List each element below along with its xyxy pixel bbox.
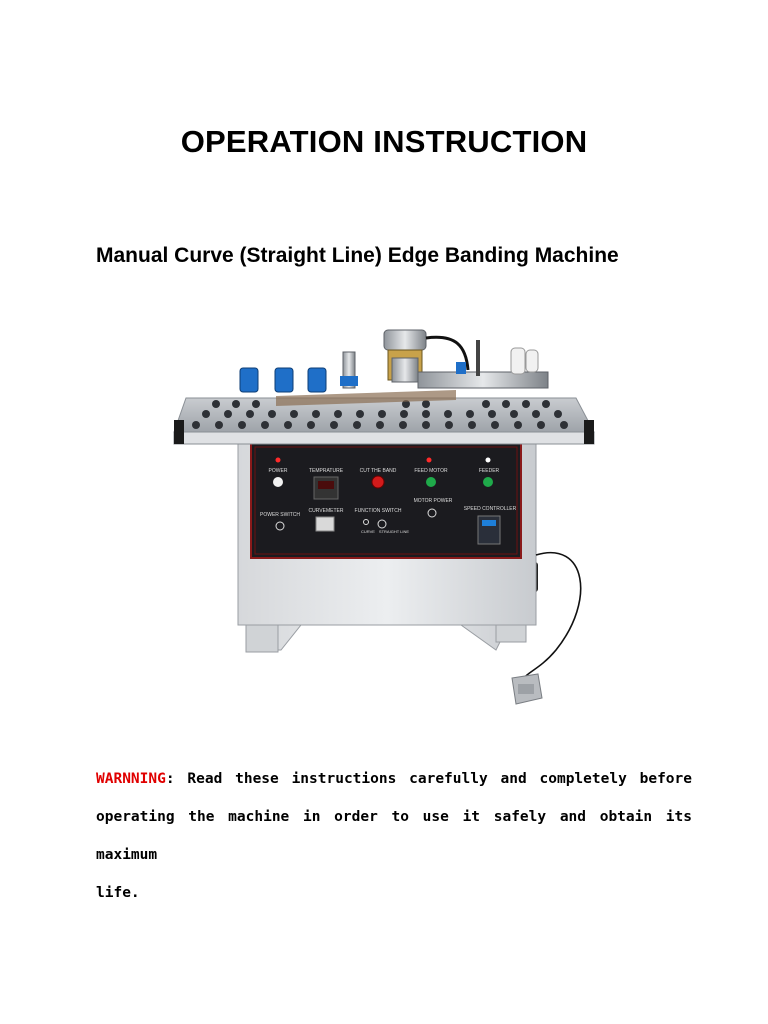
panel-label-power-switch: POWER SWITCH bbox=[260, 512, 300, 518]
panel-label-feeder: FEEDER bbox=[478, 468, 500, 474]
machine-photo bbox=[156, 300, 616, 720]
panel-label-curve: CURVE bbox=[361, 529, 375, 534]
panel-label-curvemeter: CURVEMETER bbox=[308, 508, 344, 514]
warning-paragraph bbox=[96, 760, 692, 912]
warning-line-3: life. bbox=[96, 885, 140, 901]
panel-label-feed-motor: FEED MOTOR bbox=[414, 468, 448, 474]
document-subtitle: Manual Curve (Straight Line) Edge Banding Machine bbox=[96, 244, 619, 267]
work-table bbox=[174, 390, 594, 444]
warning-line-1 bbox=[96, 760, 692, 798]
power-lamp-icon bbox=[273, 477, 283, 487]
warning-label: WARNNING bbox=[96, 771, 166, 787]
panel-label-temperature: TEMPRATURE bbox=[308, 468, 344, 474]
warning-line-2: operating the machine in order to use it safely and obtain its maximum bbox=[96, 809, 692, 863]
panel-label-cut-band: CUT THE BAND bbox=[359, 468, 397, 474]
panel-label-power: POWER bbox=[268, 468, 288, 474]
panel-label-function-switch: FUNCTION SWITCH bbox=[354, 508, 402, 514]
feed-motor-lamp-icon bbox=[426, 477, 436, 487]
foot-pedal-icon bbox=[512, 674, 542, 704]
glue-pot bbox=[384, 330, 548, 388]
feeder-lamp-icon bbox=[483, 477, 493, 487]
control-panel bbox=[251, 443, 521, 558]
panel-label-motor-power: MOTOR POWER bbox=[413, 498, 453, 504]
warning-text-1: : Read these instructions carefully and completely before bbox=[165, 771, 692, 787]
cut-band-button-icon bbox=[372, 476, 384, 488]
panel-label-speed-controller: SPEED CONTROLLER bbox=[463, 506, 517, 512]
tape-rollers bbox=[240, 352, 358, 392]
document-title: OPERATION INSTRUCTION bbox=[180, 124, 588, 159]
panel-label-straight-line: STRAIGHT LINE bbox=[378, 529, 410, 534]
